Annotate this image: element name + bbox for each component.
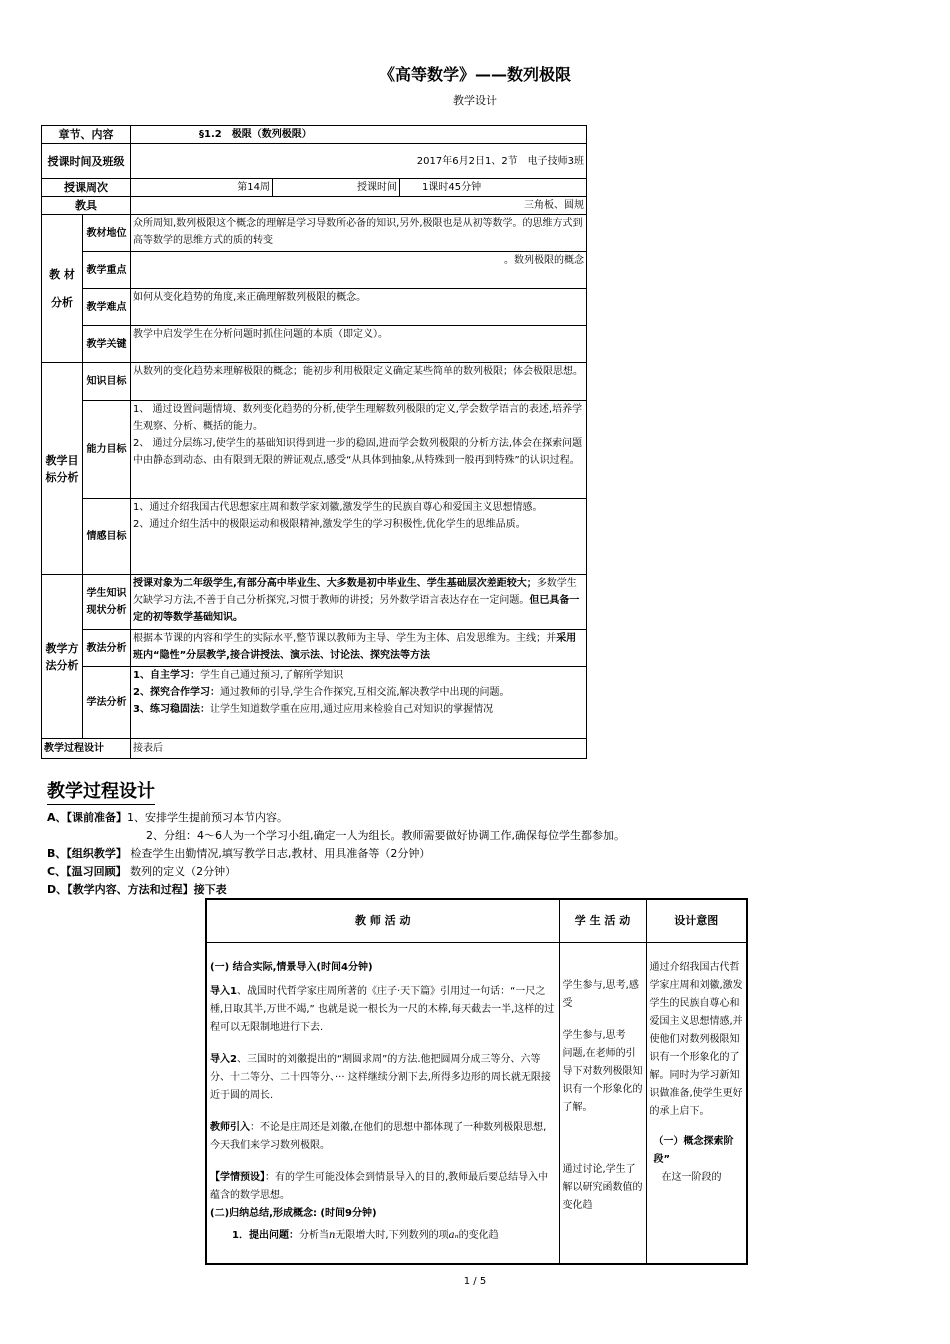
crux-label: 教学关键 — [83, 326, 131, 363]
design-intent-2-text: 在这一阶段的 — [661, 1172, 722, 1183]
method-group-label: 教学方法分析 — [42, 575, 83, 739]
part2-title: (二)归纳总结,形成概念: (时间9分钟) — [210, 1208, 377, 1219]
teaching-method-label: 教法分析 — [83, 630, 131, 667]
step-c-text: 数列的定义（2分钟） — [130, 865, 237, 878]
symbol-an: aₙ — [448, 1230, 459, 1241]
intro2-text: 、三国时的刘徽提出的“割圆求周”的方法.他把圆周分成三等分、六等分、十二等分、二十四等分、··· 这样继续分割下去,所得多边形的周长就无限接近于圆的周长. — [210, 1054, 551, 1101]
student-status-value — [131, 575, 587, 630]
learning-preset — [210, 1169, 556, 1205]
emotion-goal-2: 2、通过介绍生活中的极限运动和极限精神,激发学生的学习积极性,优化学生的思维品质。 — [133, 519, 526, 530]
question-line — [210, 1227, 556, 1245]
crux-value: 教学中启发学生在分析问题时抓住问题的本质（即定义）。 — [131, 326, 587, 363]
teaching-method-a: 根据本节课的内容和学生的实际水平,整节课以教师为主导、学生为主体、启发思维为。主线；并 — [133, 633, 557, 644]
step-d — [47, 881, 227, 898]
process-value: 接表后 — [131, 739, 587, 759]
step-c-prefix: C、【温习回顾】 — [47, 865, 127, 878]
ability-goal-label: 能力目标 — [83, 401, 131, 499]
student-status-a: 授课对象为二年级学生,有部分高中毕业生、大多数是初中毕业生、学生基础层次差距较大； — [133, 578, 537, 589]
guide-text: ：不论是庄周还是刘徽,在他们的思想中都体现了一种数列极限思想,今天我们来学习数列极限。 — [210, 1122, 547, 1151]
teaching-method-value — [131, 630, 587, 667]
student-status-c: 但已具备一定的初等数学基础知识。 — [133, 595, 580, 623]
student-status-label: 学生知识现状分析 — [83, 575, 131, 630]
student-activity-3: 问题,在老师的引导下对数列极限知识有一个形象化的了解。 — [562, 1048, 643, 1113]
duration-text: 1课时45分钟 — [422, 182, 482, 193]
student-activity-1: 学生参与,思考,感受 — [562, 980, 639, 1009]
lesson-info-table — [41, 125, 587, 759]
week-label: 授课周次 — [42, 179, 131, 197]
tools-value: 三角板、圆规 — [131, 197, 587, 215]
col-student-header: 学 生 活 动 — [559, 899, 646, 943]
teacher-guide — [210, 1119, 556, 1155]
student-activity-4: 通过讨论,学生了解以研究函数值的变化趋 — [562, 1164, 643, 1211]
step-d-text: 接下表 — [193, 883, 227, 896]
preset-label: 【学情预设】 — [210, 1172, 265, 1183]
material-position-label: 教材地位 — [83, 215, 131, 252]
page-title: 《高等数学》——数列极限 — [378, 65, 571, 84]
time-label: 授课时间及班级 — [42, 144, 131, 179]
key-point-value: 。数列极限的概念 — [131, 252, 587, 289]
page-number: 1 / 5 — [463, 1276, 487, 1287]
section-heading: 教学过程设计 — [47, 780, 155, 805]
chapter-text: §1.2 极限（数列极限） — [199, 129, 312, 140]
learning-method-2-label: 2、探究合作学习： — [133, 687, 220, 698]
intro1 — [210, 983, 556, 1037]
page-subtitle: 教学设计 — [453, 94, 497, 107]
step-a-text: 1、安排学生提前预习本节内容。 — [127, 811, 289, 824]
step-a-prefix: A、【课前准备】 — [47, 811, 128, 824]
learning-method-2 — [133, 684, 584, 701]
teaching-method-b: 采用班内“隐性”分层教学,接合讲授法、演示法、讨论法、探究法等方法 — [133, 633, 577, 661]
learning-method-2-text: 通过教师的引导,学生合作探究,互相交流,解决教学中出现的问题。 — [219, 687, 510, 698]
chapter-value — [131, 126, 587, 144]
step-c — [47, 863, 236, 880]
learning-method-1 — [133, 667, 584, 684]
design-intent-1: 通过介绍我国古代哲学家庄周和刘徽,激发学生的民族自尊心和爱国主义思想情感,并使他们对数列极限知识有一个形象化的了解。同时为学习新知识做准备,使学生更好的承上启下。 — [649, 962, 743, 1117]
learning-method-label: 学法分析 — [83, 667, 131, 739]
design-intent-cell — [646, 943, 747, 1265]
symbol-n: n — [328, 1230, 336, 1241]
question-label: 1．提出问题： — [232, 1230, 299, 1241]
question-text-c: 的变化趋 — [458, 1230, 499, 1241]
difficulty-label: 教学难点 — [83, 289, 131, 326]
learning-method-1-text: 学生自己通过预习,了解所学知识 — [199, 670, 344, 681]
student-activity-2: 学生参与,思考 — [562, 1030, 626, 1041]
time-value: 2017年6月2日1、2节 电子技师3班 — [131, 144, 587, 179]
question-text-a: 分析当 — [298, 1230, 329, 1241]
col-intent-header: 设计意图 — [646, 899, 747, 943]
tools-label: 教具 — [42, 197, 131, 215]
student-status-b: 多数学生欠缺学习方法,不善于自己分析探究,习惯于教师的讲授；另外数学语言表达存在一定问题。 — [133, 578, 577, 606]
teacher-activity-cell — [206, 943, 559, 1265]
intro2 — [210, 1051, 556, 1105]
step-d-prefix: D、【教学内容、方法和过程】 — [47, 883, 194, 896]
intro2-label: 导入2 — [210, 1054, 237, 1065]
duration-label: 授课时间 — [273, 179, 400, 197]
emotion-goal-value — [131, 499, 587, 575]
learning-method-value — [131, 667, 587, 739]
step-b-text: 检查学生出勤情况,填写教学日志,教材、用具准备等（2分钟） — [130, 847, 431, 860]
intro1-label: 导入1 — [210, 986, 237, 997]
emotion-goal-label: 情感目标 — [83, 499, 131, 575]
step-a — [47, 809, 288, 826]
ability-goal-1: 1、 通过设置问题情境、数列变化趋势的分析,使学生理解数列极限的定义,学会数学语言的表述,培养学生观察、分析、概括的能力。 — [133, 404, 583, 432]
material-group-label: 教 材 分析 — [42, 215, 83, 363]
design-intent-2-title: （一）概念探索阶段” — [653, 1136, 734, 1165]
step-b — [47, 845, 430, 862]
student-activity-cell — [559, 943, 646, 1265]
guide-label: 教师引入 — [210, 1122, 250, 1133]
key-point-label: 教学重点 — [83, 252, 131, 289]
learning-method-1-label: 1、自主学习： — [133, 670, 200, 681]
part1-title: (一) 结合实际,情景导入(时间4分钟) — [210, 962, 373, 973]
knowledge-goal-value: 从数列的变化趋势来理解极限的概念；能初步利用极限定义确定某些简单的数列极限；体会极限思想。 — [131, 363, 587, 401]
material-position-value: 众所周知,数列极限这个概念的理解是学习导数所必备的知识,另外,极限也是从初等数学。的思维方式到高等数学的思维方式的质的转变 — [131, 215, 587, 252]
duration-value — [400, 179, 587, 197]
step-a-2: 2、分组：4～6人为一个学习小组,确定一人为组长。教师需要做好协调工作,确保每位学生都参加。 — [146, 829, 625, 842]
learning-method-3 — [133, 701, 584, 718]
col-teacher-header: 教 师 活 动 — [206, 899, 559, 943]
step-b-prefix: B、【组织教学】 — [47, 847, 127, 860]
intro1-text: 、战国时代哲学家庄周所著的《庄子·天下篇》引用过一句话：“一尺之棰,日取其半,万世不竭,” 也就是说一根长为一尺的木棒,每天截去一半,这样的过程可以无限制地进行下去. — [210, 986, 555, 1033]
goal-group-label: 教学目标分析 — [42, 363, 83, 575]
learning-method-3-label: 3、练习稳固法： — [133, 704, 210, 715]
knowledge-goal-label: 知识目标 — [83, 363, 131, 401]
ability-goal-value — [131, 401, 587, 499]
learning-method-3-text: 让学生知道数学重在应用,通过应用来检验自己对知识的掌握情况 — [209, 704, 494, 715]
ability-goal-2: 2、 通过分层练习,使学生的基础知识得到进一步的稳固,进而学会数列极限的分析方法,体会在探索问题中由静态到动态、由有限到无限的辨证观点,感受“从具体到抽象,从特殊到一般再到特殊”的认识过程。 — [133, 438, 583, 466]
preset-text: ：有的学生可能没体会到情景导入的目的,教师最后要总结导入中蕴含的数学思想。 — [210, 1172, 549, 1201]
week-value: 第14周 — [131, 179, 273, 197]
chapter-label: 章节、内容 — [42, 126, 131, 144]
process-table — [205, 898, 748, 1265]
difficulty-value: 如何从变化趋势的角度,来正确理解数列极限的概念。 — [131, 289, 587, 326]
emotion-goal-1: 1、通过介绍我国古代思想家庄周和数学家刘徽,激发学生的民族自尊心和爱国主义思想情感。 — [133, 502, 543, 513]
process-label: 教学过程设计 — [42, 739, 131, 759]
question-text-b: 无限增大时,下列数列的项 — [335, 1230, 449, 1241]
